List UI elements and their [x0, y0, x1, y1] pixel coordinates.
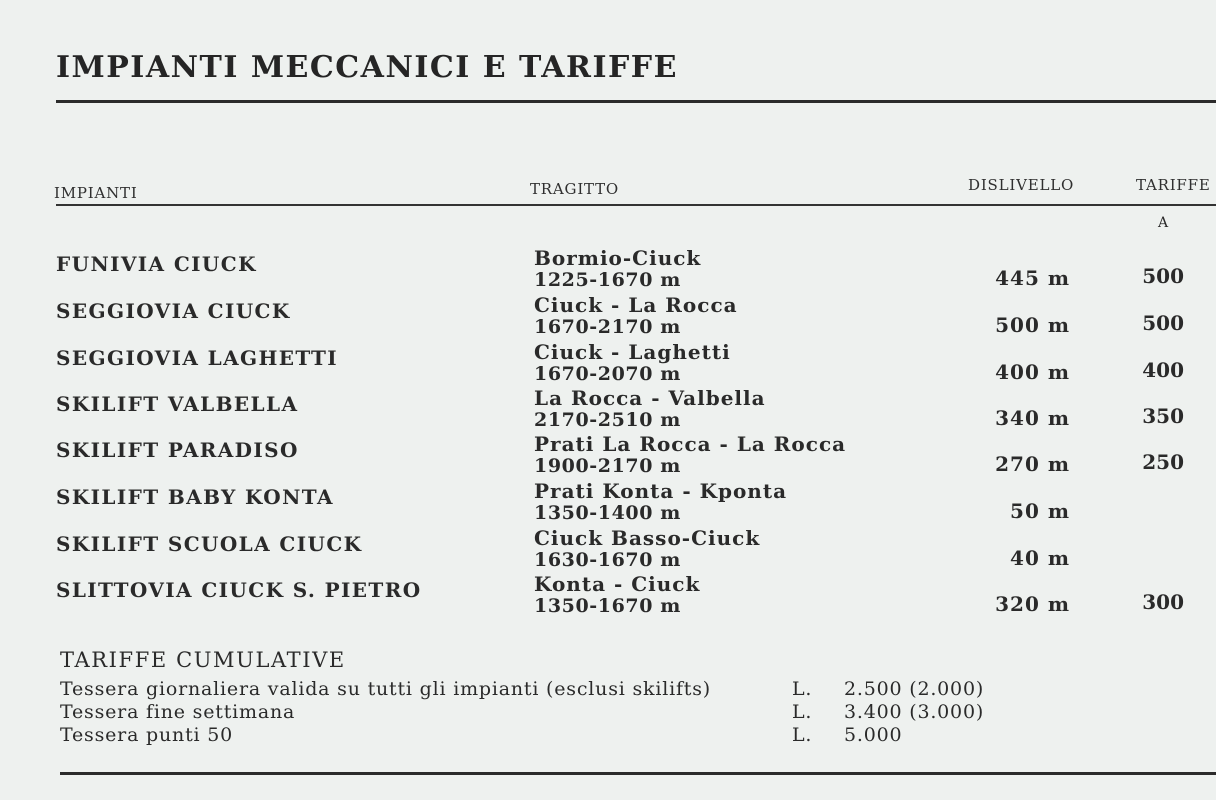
lift-name: FUNIVIA CIUCK	[56, 252, 257, 276]
header-impianti: IMPIANTI	[54, 184, 138, 202]
lift-name: SKILIFT VALBELLA	[56, 392, 299, 416]
lift-name: SEGGIOVIA LAGHETTI	[56, 346, 339, 370]
header-dislivello: DISLIVELLO	[968, 176, 1075, 194]
cumulative-item	[60, 724, 1060, 748]
lift-dislivello: 40 m	[1010, 546, 1070, 570]
lift-name: SEGGIOVIA CIUCK	[56, 299, 291, 323]
lift-price: 400	[1142, 358, 1184, 382]
cumulative-item	[60, 678, 1060, 702]
lift-price: 500	[1142, 311, 1184, 335]
lift-route: Ciuck - La Rocca	[534, 293, 738, 317]
table-row	[0, 293, 1216, 339]
lift-altitudes: 1670-2070 m	[534, 363, 681, 385]
lift-dislivello: 500 m	[995, 313, 1070, 337]
pass-description: Tessera punti 50	[60, 724, 234, 746]
lift-dislivello: 270 m	[995, 452, 1070, 476]
pass-description: Tessera fine settimana	[60, 701, 296, 723]
page-title: IMPIANTI MECCANICI E TARIFFE	[56, 50, 678, 85]
header-rule	[56, 204, 1216, 206]
bottom-rule	[60, 772, 1216, 775]
cumulative-title: TARIFFE CUMULATIVE	[60, 648, 346, 672]
cumulative-item	[60, 701, 1060, 725]
lift-dislivello: 445 m	[995, 266, 1070, 290]
table-row	[0, 572, 1216, 618]
table-row	[0, 340, 1216, 386]
lift-price: 250	[1142, 450, 1184, 474]
table-row	[0, 432, 1216, 478]
pass-price: 2.500 (2.000)	[844, 678, 985, 700]
lift-altitudes: 1350-1400 m	[534, 502, 681, 524]
lift-route: Bormio-Ciuck	[534, 246, 702, 270]
lift-name: SKILIFT SCUOLA CIUCK	[56, 532, 363, 556]
lift-route: Ciuck - Laghetti	[534, 340, 731, 364]
lift-price: 350	[1142, 404, 1184, 428]
lift-route: Prati Konta - Kponta	[534, 479, 788, 503]
lift-name: SLITTOVIA CIUCK S. PIETRO	[56, 578, 422, 602]
lift-dislivello: 50 m	[1010, 499, 1070, 523]
currency-label: L.	[792, 701, 813, 723]
currency-label: L.	[792, 724, 813, 746]
lift-name: SKILIFT BABY KONTA	[56, 485, 334, 509]
header-tariffe-sub: A	[1158, 215, 1169, 231]
header-tariffe: TARIFFE	[1136, 176, 1211, 194]
lift-name: SKILIFT PARADISO	[56, 438, 299, 462]
pass-price: 3.400 (3.000)	[844, 701, 985, 723]
table-row	[0, 386, 1216, 432]
lift-price: 500	[1142, 264, 1184, 288]
title-rule	[56, 100, 1216, 103]
lift-route: Ciuck Basso-Ciuck	[534, 526, 761, 550]
lift-altitudes: 1900-2170 m	[534, 455, 681, 477]
lift-route: Konta - Ciuck	[534, 572, 701, 596]
table-row	[0, 246, 1216, 292]
pass-price: 5.000	[844, 724, 903, 746]
lift-dislivello: 320 m	[995, 592, 1070, 616]
table-row	[0, 526, 1216, 572]
lift-dislivello: 400 m	[995, 360, 1070, 384]
lift-altitudes: 1670-2170 m	[534, 316, 681, 338]
currency-label: L.	[792, 678, 813, 700]
lift-altitudes: 2170-2510 m	[534, 409, 681, 431]
lift-altitudes: 1225-1670 m	[534, 269, 681, 291]
lift-altitudes: 1630-1670 m	[534, 549, 681, 571]
pass-description: Tessera giornaliera valida su tutti gli impianti (esclusi skilifts)	[60, 678, 711, 700]
lift-altitudes: 1350-1670 m	[534, 595, 681, 617]
lift-dislivello: 340 m	[995, 406, 1070, 430]
lift-route: Prati La Rocca - La Rocca	[534, 432, 847, 456]
table-row	[0, 479, 1216, 525]
lift-route: La Rocca - Valbella	[534, 386, 766, 410]
header-tragitto: TRAGITTO	[530, 180, 620, 198]
lift-price: 300	[1142, 590, 1184, 614]
